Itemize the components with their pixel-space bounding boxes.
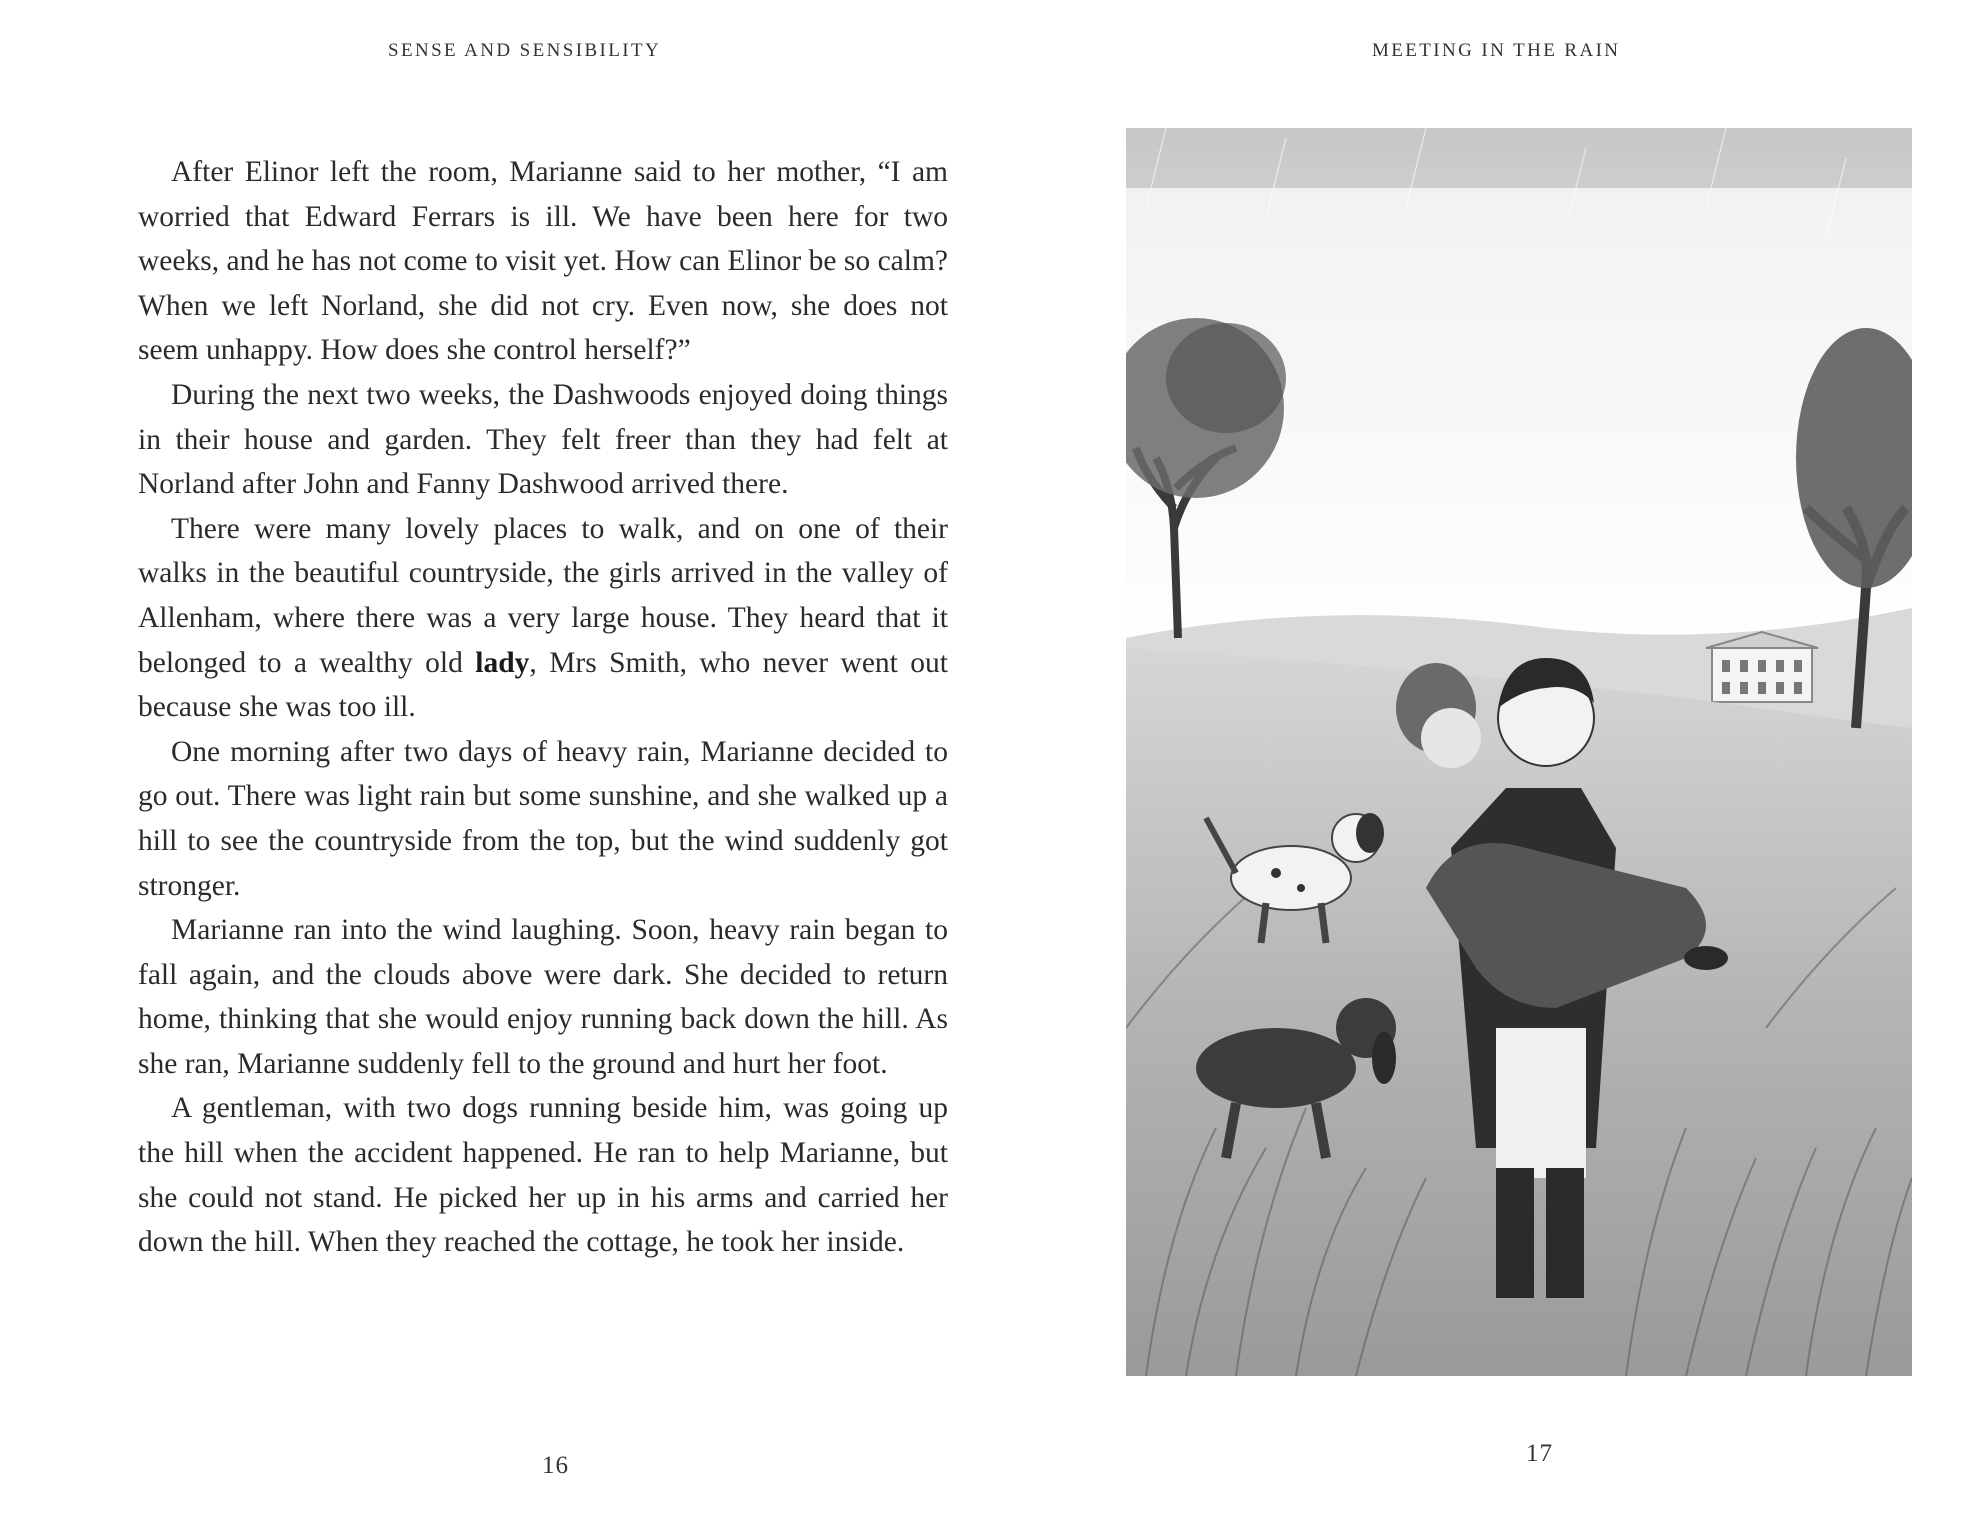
marianne-face [1421,708,1481,768]
paragraph-3 [138,507,948,730]
paragraph-6: A gentleman, with two dogs running beside him, was going up the hill when the accident happened. He ran to help Marianne, but she could not stand. He picked her up in his arms and carried her down the hill. When they reached the cottage, he took her inside. [138,1092,948,1259]
glossary-word-lady: lady [475,646,530,679]
paragraph-5: Marianne ran into the wind laughing. Soon, heavy rain began to fall again, and the clouds above were dark. She decided to return home, thinking that she would enjoy running back down the hill. As she ran, Marianne suddenly fell to the ground and hurt her foot. [138,914,948,1080]
stormy-cloud-band [1126,128,1912,188]
left-page-body [138,150,948,1265]
right-page-number: 17 [1526,1440,1553,1467]
right-running-head: MEETING IN THE RAIN [1372,40,1621,61]
trousers [1496,1028,1586,1178]
paragraph-4: One morning after two days of heavy rain, Marianne decided to go out. There was light rain but some sunshine, and she walked up a hill to see the countryside from the top, but the wind suddenly got stronger. [138,735,948,902]
paragraph-2: During the next two weeks, the Dashwoods enjoyed doing things in their house and garden. They felt freer than they had felt at Norland after John and Fanny Dashwood arrived there. [138,378,948,501]
paragraph-1: After Elinor left the room, Marianne said to her mother, “I am worried that Edward Ferrars is ill. We have been here for two weeks, and he has not come to visit yet. How can Elinor be so calm? When we left Norland, she did not cry. Even now, she does not seem unhappy. How does she control herself?” [138,156,948,367]
paragraph-3-before: There were many lovely places to walk, and on one of their walks in the beautiful countryside, the girls arrived in the valley of Allenham, where there was a very large house. They heard that it belonged to a wealthy old [138,512,948,679]
left-page-number: 16 [542,1452,569,1479]
paragraph-3-after: , Mrs Smith, who never went out because she was too ill. [138,646,948,724]
manor-house [1706,632,1818,702]
illustration-meeting-in-the-rain [1126,128,1912,1376]
left-running-head: SENSE AND SENSIBILITY [388,40,662,61]
